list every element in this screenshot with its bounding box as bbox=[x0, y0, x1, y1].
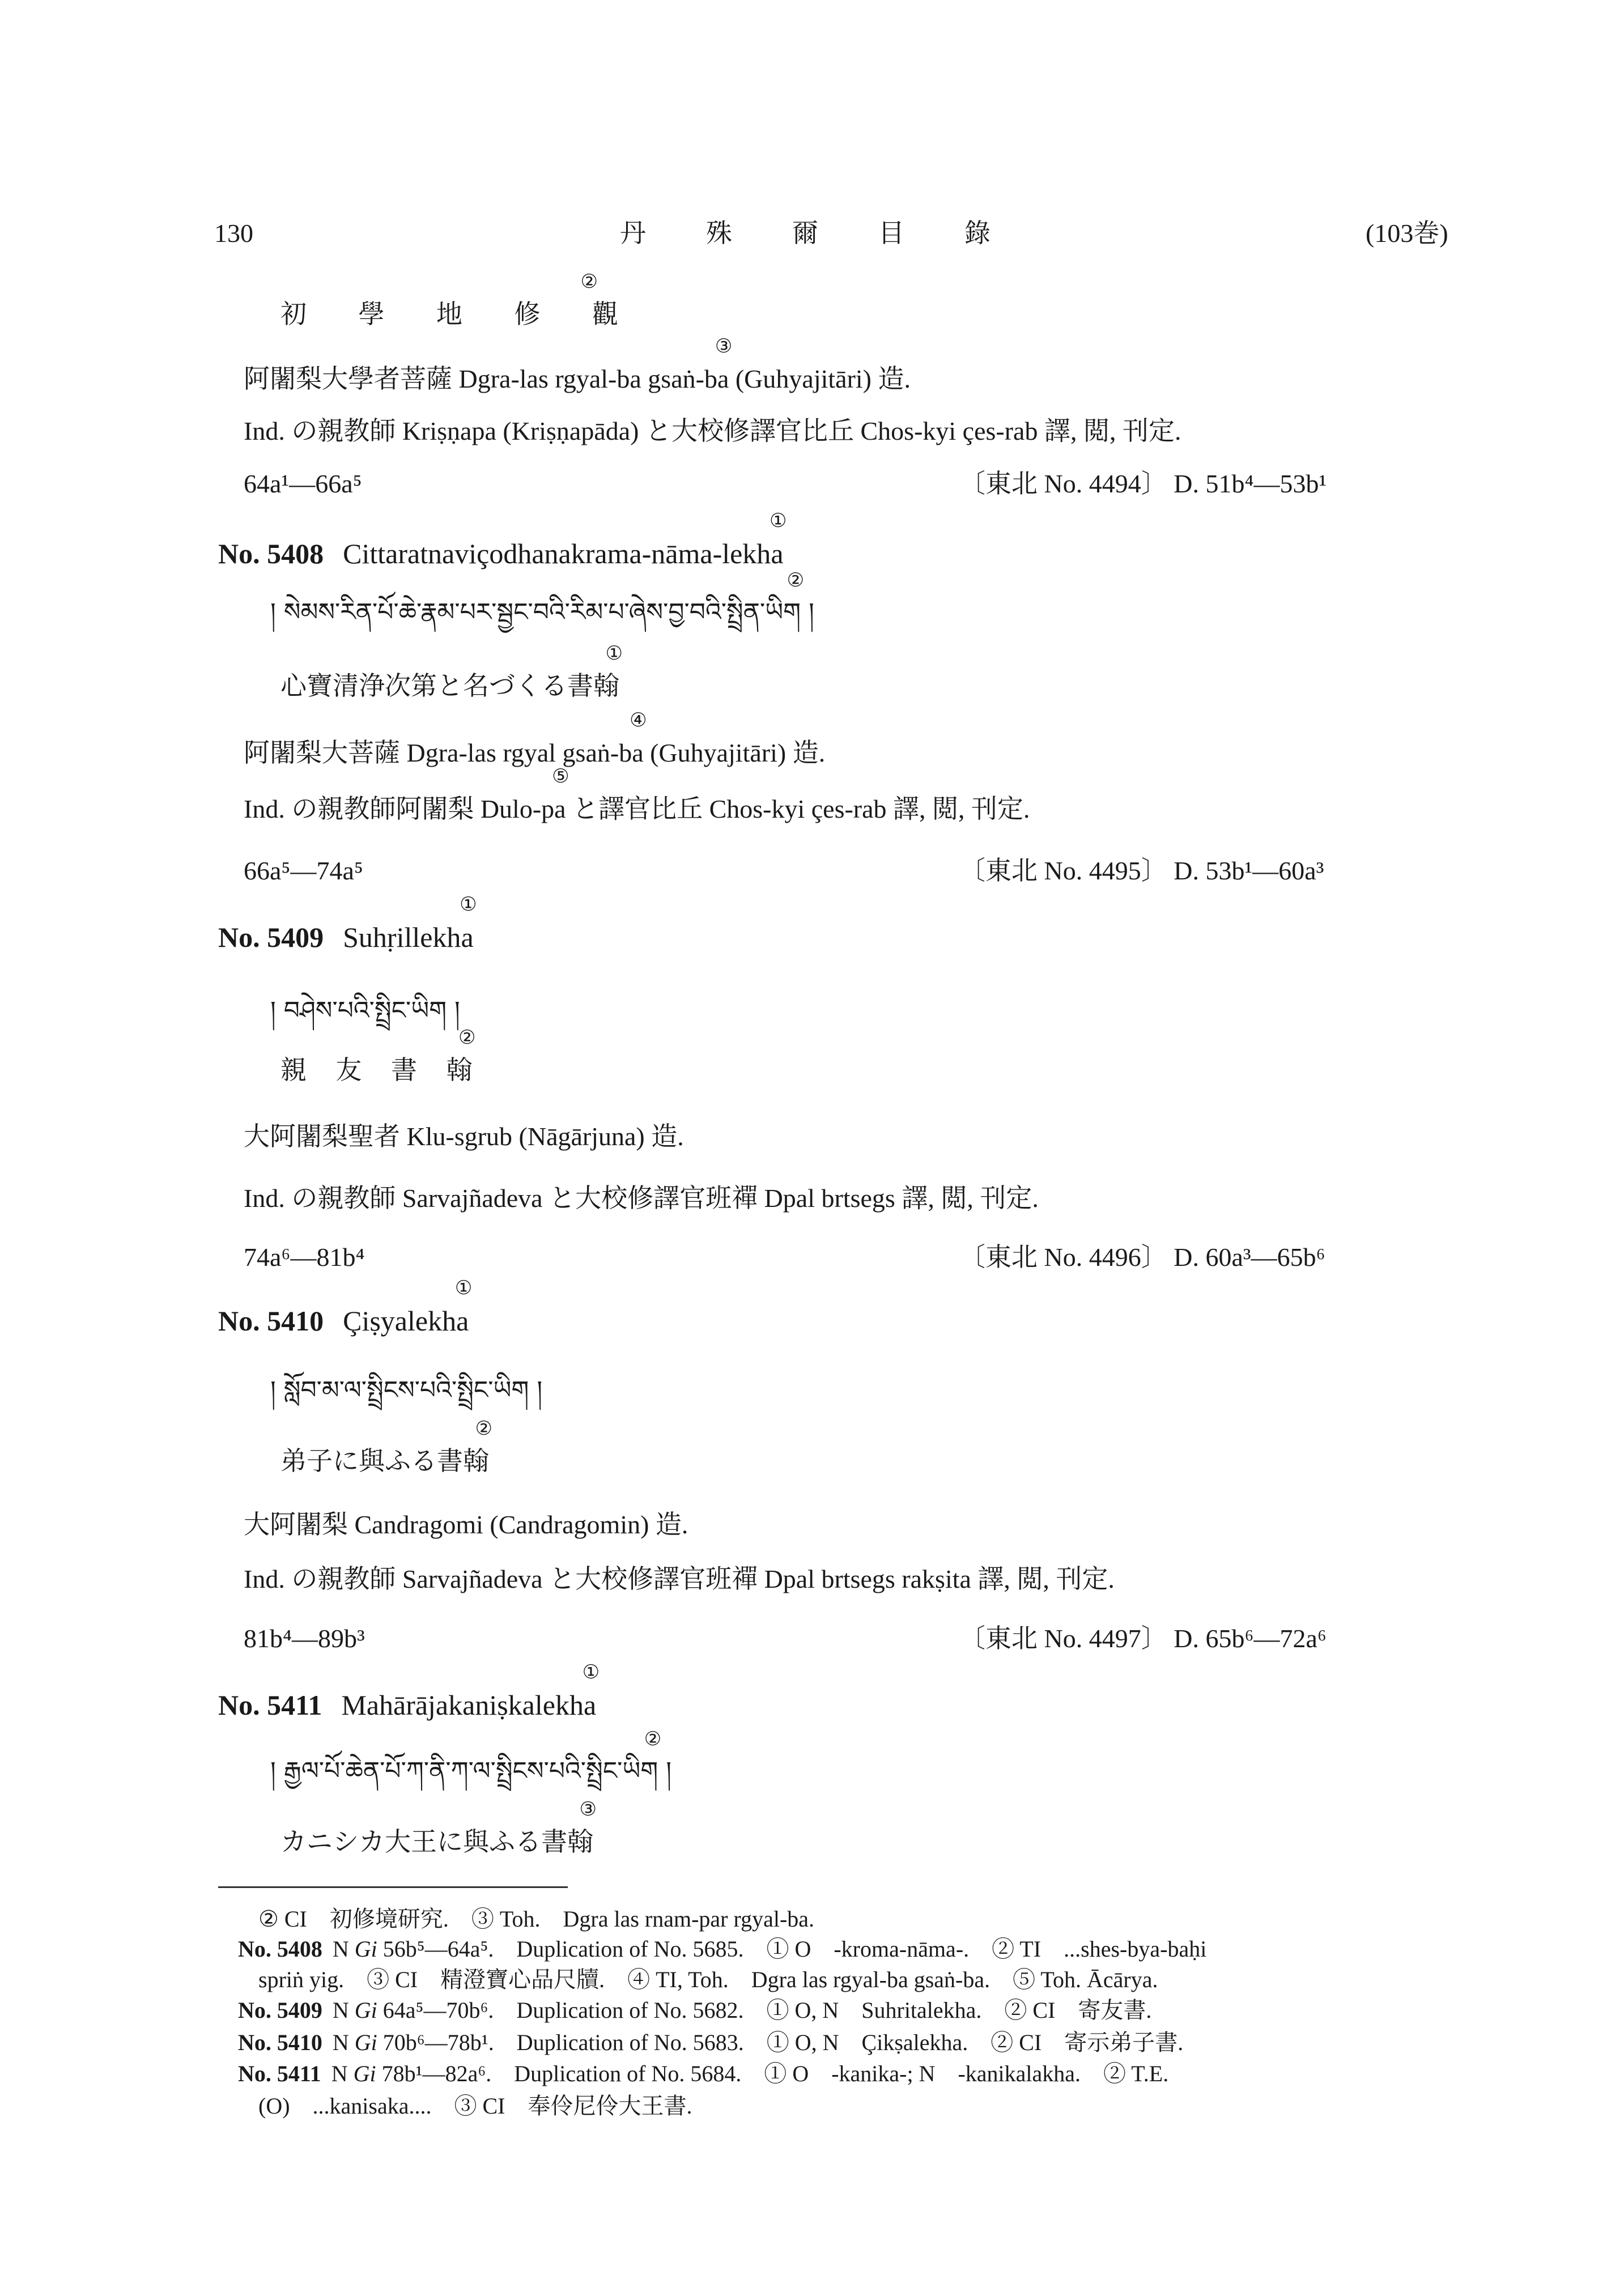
footnote bbox=[238, 1935, 1206, 1963]
text-segment: 56b⁵—64a⁵. Duplication of No. 5685. ① O -kroma-nāma-. ② TI ...shes-bya-baḥi bbox=[377, 1936, 1207, 1962]
note-marker: ② bbox=[475, 1418, 492, 1439]
text-segment bbox=[593, 643, 623, 703]
text-segment: N bbox=[332, 1936, 355, 1962]
text-segment: Cittaratnaviçodhanakrama-nāma-lekh bbox=[343, 538, 771, 569]
folio-range: 66a⁵—74a⁵ bbox=[244, 856, 363, 885]
text-segment bbox=[582, 1662, 600, 1722]
text-segment: ba bbox=[704, 364, 729, 393]
title-japanese bbox=[280, 1799, 597, 1859]
text-segment: ། bbox=[658, 1757, 672, 1785]
text-segment: Gi bbox=[353, 2061, 376, 2086]
text-segment: ཡིག bbox=[622, 1757, 658, 1785]
footnote bbox=[238, 2060, 1168, 2088]
catalog-reference: 〔東北 No. 4497〕 D. 65b⁶—72a⁶ bbox=[959, 1624, 1327, 1653]
text-segment: 64a⁵—70b⁶. Duplication of No. 5682. ① O, N Suhritalekha. ② CI 寄友書. bbox=[377, 1997, 1152, 2023]
text-segment: 翰 bbox=[567, 1827, 593, 1856]
title-japanese bbox=[280, 1027, 476, 1087]
text-segment bbox=[622, 1728, 662, 1788]
translators-line bbox=[244, 766, 1030, 826]
footnote bbox=[238, 2029, 1183, 2057]
text-segment: 70b⁶—78b¹. Duplication of No. 5683. ① O, N Çikṣalekha. ② CI 寄示弟子書. bbox=[377, 2030, 1184, 2055]
text-segment: Mahārājakaniṣkalekh bbox=[341, 1689, 584, 1721]
footnote: (O) ...kanisaka.... ③ CI 奉伶尼伶大王書. bbox=[258, 2093, 692, 2119]
footnote: spriṅ yig. ③ CI 精澄寶心品尺牘. ④ TI, Toh. Dgra las rgyal-ba gsaṅ-ba. ⑤ Toh. Ācārya. bbox=[258, 1967, 1158, 1992]
note-marker: ③ bbox=[579, 1799, 597, 1820]
note-marker: ② bbox=[787, 569, 805, 592]
text-segment: Ind. の親教師阿闍梨 Dulo- bbox=[244, 794, 542, 823]
text-segment: No. 5410 bbox=[238, 2030, 322, 2055]
tibetan-title: ། བཤེས་པའི་སྤྲིང་ཡིག ། bbox=[270, 996, 460, 1025]
entry-heading bbox=[218, 1662, 600, 1723]
text-segment: No. 5409 bbox=[238, 1997, 322, 2023]
text-segment: Gi bbox=[354, 2030, 377, 2055]
text-segment bbox=[704, 336, 733, 396]
text-segment bbox=[567, 1799, 597, 1859]
text-segment: 親 友 書 bbox=[280, 1056, 447, 1085]
text-segment: No. 5411 bbox=[238, 2061, 321, 2086]
text-segment bbox=[446, 1027, 476, 1087]
text-segment: 阿闍梨大學者菩薩 Dgra-las rgyal-ba gsaṅ- bbox=[244, 364, 704, 393]
translators-line: Ind. の親教師 Sarvajñadeva と大校修譯官班禪 Dpal brtsegs rakṣita 譯, 閲, 刊定. bbox=[244, 1564, 1115, 1593]
text-segment: 弟子に與ふる書 bbox=[280, 1447, 463, 1476]
text-segment: と譯官比丘 Chos-kyi çes-rab 譯, 閲, 刊定. bbox=[566, 794, 1030, 823]
tibetan-title bbox=[270, 1728, 672, 1788]
text-segment: Suhṛillekh bbox=[343, 921, 461, 953]
text-segment: 78b¹—82a⁶. Duplication of No. 5684. ① O -kanika-; N -kanikalakha. ② T.E. bbox=[376, 2061, 1169, 2086]
text-segment: 翰 bbox=[593, 671, 619, 700]
text-segment: Çiṣyalekh bbox=[343, 1305, 457, 1337]
text-segment: a bbox=[583, 1689, 597, 1721]
text-segment: 初 學 地 修 觀 bbox=[280, 300, 641, 329]
footnote: ② CI 初修境研究. ③ Toh. Dgra las rnam-par rgyal-ba. bbox=[258, 1906, 815, 1932]
text-segment: N bbox=[332, 1997, 355, 2023]
text-segment: No. 5408 bbox=[218, 538, 324, 569]
author-line bbox=[244, 710, 826, 770]
text-segment: a bbox=[771, 538, 784, 569]
text-segment: ། སེམས་རིན་པོ་ཆེ་རྣམ་པར་སྦྱང་བའི་རིམ་པ་ཞེས་བྱ་བའི་སྤྲིན་ bbox=[270, 598, 766, 627]
catalog-reference: 〔東北 No. 4496〕 D. 60a³—65b⁶ bbox=[959, 1243, 1325, 1272]
volume-label: (103巻) bbox=[1366, 219, 1448, 248]
title-japanese bbox=[280, 271, 641, 331]
running-title: 丹 殊 爾 目 錄 bbox=[620, 219, 1007, 248]
note-marker: ① bbox=[454, 1278, 473, 1299]
text-segment: Gi bbox=[354, 1997, 377, 2023]
author-line: 大阿闍梨聖者 Klu-sgrub (Nāgārjuna) 造. bbox=[244, 1122, 684, 1151]
tibetan-title bbox=[270, 569, 814, 630]
catalog-reference: 〔東北 No. 4494〕 D. 51b⁴—53b¹ bbox=[959, 469, 1327, 498]
text-segment: Gi bbox=[354, 1936, 377, 1962]
text-segment: 翰 bbox=[446, 1056, 473, 1085]
note-marker: ④ bbox=[630, 710, 647, 731]
text-segment: pa bbox=[541, 794, 566, 823]
note-marker: ① bbox=[605, 643, 623, 664]
text-segment: ། རྒྱལ་པོ་ཆེན་པོ་ཀ་ནི་ཀ་ལ་སྤྲིངས་པའི་སྤྲིང་ bbox=[270, 1757, 623, 1785]
text-segment: No. 5408 bbox=[238, 1936, 322, 1962]
text-segment: No. 5409 bbox=[218, 921, 324, 953]
text-segment bbox=[541, 766, 569, 826]
footnote bbox=[238, 1996, 1151, 2025]
note-marker: ① bbox=[770, 511, 787, 532]
folio-range: 74a⁶—81b⁴ bbox=[244, 1243, 365, 1272]
page-number: 130 bbox=[214, 219, 253, 248]
entry-heading bbox=[218, 511, 787, 572]
text-segment: (Guhyajitāri) 造. bbox=[643, 738, 826, 767]
text-segment bbox=[765, 569, 805, 630]
note-marker: ① bbox=[582, 1662, 600, 1683]
text-segment: a bbox=[456, 1305, 469, 1337]
author-line bbox=[244, 336, 911, 396]
text-segment: (Guhyajitāri) 造. bbox=[729, 364, 911, 393]
text-segment: a bbox=[461, 921, 474, 953]
text-segment: No. 5410 bbox=[218, 1305, 324, 1337]
catalog-reference: 〔東北 No. 4495〕 D. 53b¹—60a³ bbox=[959, 856, 1324, 885]
note-marker: ② bbox=[644, 1728, 662, 1750]
folio-range: 64a¹—66a⁵ bbox=[244, 469, 362, 498]
text-segment: 翰 bbox=[463, 1447, 489, 1476]
note-marker: ② bbox=[580, 271, 620, 292]
text-segment: No. 5411 bbox=[218, 1689, 322, 1721]
note-marker: ② bbox=[458, 1027, 476, 1048]
text-segment: N bbox=[332, 2030, 355, 2055]
text-segment: ། bbox=[801, 598, 814, 627]
text-segment: ཡིག bbox=[765, 598, 801, 627]
text-segment bbox=[619, 710, 647, 770]
tibetan-title: ། སློབ་མ་ལ་སྤྲིངས་པའི་སྤྲིང་ཡིག ། bbox=[270, 1376, 543, 1405]
note-marker: ① bbox=[460, 894, 477, 915]
text-segment bbox=[770, 511, 787, 571]
footnote-divider bbox=[218, 1886, 568, 1888]
folio-range: 81b⁴—89b³ bbox=[244, 1624, 365, 1653]
title-japanese bbox=[280, 643, 623, 703]
title-japanese bbox=[280, 1418, 492, 1478]
author-line: 大阿闍梨 Candragomi (Candragomin) 造. bbox=[244, 1510, 688, 1539]
text-segment: N bbox=[331, 2061, 354, 2086]
text-segment bbox=[280, 271, 641, 331]
text-segment: 心寶清浄次第と名づくる書 bbox=[280, 671, 593, 700]
text-segment: 阿闍梨大菩薩 Dgra-las rgyal gsaṅ- bbox=[244, 738, 619, 767]
translators-line: Ind. の親教師 Sarvajñadeva と大校修譯官班禪 Dpal brtsegs 譯, 閲, 刊定. bbox=[244, 1184, 1039, 1213]
text-segment bbox=[454, 1278, 473, 1338]
entry-heading bbox=[218, 1278, 473, 1339]
note-marker: ③ bbox=[715, 336, 733, 357]
text-segment bbox=[463, 1418, 492, 1478]
note-marker: ⑤ bbox=[552, 766, 569, 787]
text-segment bbox=[460, 894, 477, 954]
entry-heading bbox=[218, 894, 477, 955]
translators-line: Ind. の親教師 Kriṣṇapa (Kriṣṇapāda) と大校修譯官比丘 Chos-kyi çes-rab 譯, 閲, 刊定. bbox=[244, 416, 1181, 445]
text-segment: ba bbox=[619, 738, 644, 767]
text-segment: カニシカ大王に與ふる書 bbox=[280, 1827, 567, 1856]
